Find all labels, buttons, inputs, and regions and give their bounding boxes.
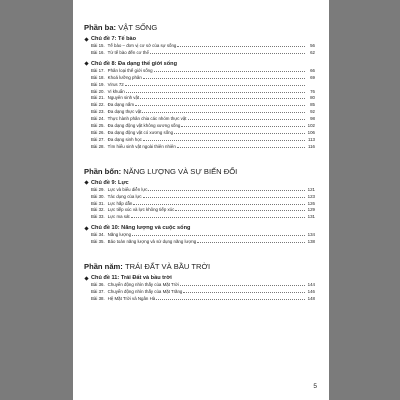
topic-heading [84, 275, 315, 281]
lesson-page: 102 [307, 123, 315, 129]
dot-leader [143, 197, 305, 198]
lesson-row [84, 232, 315, 239]
lesson-title: Vi khuẩn [107, 88, 125, 94]
lesson-row [84, 102, 315, 109]
lesson-title: Virus 72 [107, 81, 124, 87]
lesson-title: Chuyển động nhìn thấy của Mặt Trời [107, 282, 179, 288]
lesson-title: Đa dạng sinh học [107, 136, 142, 142]
dot-leader [181, 126, 305, 127]
lesson-page: 134 [307, 232, 315, 238]
lesson-number: Bài 17. [91, 67, 105, 73]
lesson-title: Phân loại thế giới sống [107, 67, 153, 73]
lesson-title: Nguyên sinh vật [107, 95, 140, 101]
dot-leader [188, 119, 305, 120]
part-title: VẬT SỐNG [118, 23, 158, 32]
dot-leader [135, 105, 305, 106]
dot-leader [143, 78, 305, 79]
lesson-row [84, 82, 315, 89]
dot-leader [177, 147, 305, 148]
topic-title: Chủ đề 10: Năng lượng và cuộc sống [91, 225, 191, 232]
lesson-number: Bài 38. [91, 295, 105, 301]
dot-leader [143, 140, 305, 141]
topic-title: Chủ đề 7: Tế bào [91, 36, 137, 42]
lesson-number: Bài 37. [91, 288, 105, 294]
lesson-title: Đa dạng động vật không xương sống [107, 123, 181, 129]
lesson-title: Lực ma sát [107, 214, 130, 220]
topic-heading [84, 61, 315, 67]
toc-list [84, 23, 315, 303]
dot-leader [140, 98, 305, 99]
dot-leader [156, 299, 305, 300]
lesson-number: Bài 15. [91, 43, 105, 48]
topic-title: Chủ đề 9: Lực [91, 179, 129, 186]
part-number: Phần bốn: [84, 166, 122, 176]
part-title: NĂNG LƯỢNG VÀ SỰ BIẾN ĐỔI [123, 166, 238, 176]
lesson-row [84, 116, 315, 123]
lesson-row [84, 296, 315, 303]
lesson-number: Bài 26. [91, 129, 105, 135]
lesson-title: Năng lượng [107, 232, 132, 238]
lesson-title: Chuyển động nhìn thấy của Mặt Trăng [107, 288, 183, 294]
topic-title: Chủ đề 11: Trái Đất và bầu trời [91, 275, 172, 282]
lesson-title: Đa dạng động vật có xương sống [107, 129, 174, 135]
lesson-number: Bài 19. [91, 81, 105, 87]
topic-title: Chủ đề 8: Đa dạng thế giới sống [91, 60, 178, 67]
diamond-bullet-icon [84, 181, 88, 185]
lesson-number: Bài 27. [91, 136, 105, 142]
dot-leader [125, 85, 305, 86]
lesson-page: 92 [310, 109, 315, 115]
lesson-row [84, 89, 315, 96]
lesson-number: Bài 28. [91, 143, 105, 149]
lesson-row [84, 43, 315, 50]
lesson-number: Bài 25. [91, 123, 105, 129]
lesson-title: Bảo toàn năng lượng và sử dụng năng lượng [107, 239, 197, 245]
lesson-number: Bài 32. [91, 207, 105, 213]
dot-leader [197, 242, 305, 243]
lesson-page: 116 [308, 143, 315, 149]
lesson-page: 121 [307, 186, 315, 192]
lesson-page: 98 [310, 116, 315, 122]
lesson-page: 69 [310, 74, 315, 80]
lesson-number: Bài 22. [91, 102, 105, 108]
part-heading [84, 167, 315, 176]
dot-leader [132, 235, 305, 236]
lesson-page: 76 [310, 88, 315, 94]
dot-leader [131, 217, 305, 218]
part-heading [84, 23, 315, 32]
lesson-page: 85 [310, 102, 315, 108]
lesson-title: Tác dụng của lực [107, 193, 142, 199]
dot-leader [175, 210, 305, 211]
toc-page [73, 0, 329, 400]
lesson-title: Lực hấp dẫn [107, 200, 133, 206]
lesson-row [84, 214, 315, 221]
lesson-row [84, 130, 315, 137]
lesson-page: 113 [308, 136, 315, 142]
dot-leader [148, 190, 305, 191]
lesson-number: Bài 20. [91, 88, 105, 94]
lesson-number: Bài 21. [91, 95, 105, 101]
lesson-number: Bài 35. [91, 239, 105, 245]
diamond-bullet-icon [84, 226, 88, 230]
topic-heading [84, 36, 315, 42]
lesson-title: Đa dạng thực vật [107, 109, 142, 115]
diamond-bullet-icon [84, 62, 88, 66]
lesson-page: 106 [307, 129, 315, 135]
lesson-title: Lực và biểu diễn lực [107, 186, 148, 192]
lesson-title: Từ tế bào đến cơ thể [107, 49, 149, 55]
lesson-number: Bài 30. [91, 193, 105, 199]
lesson-page: 56 [310, 43, 315, 48]
lesson-number: Bài 18. [91, 74, 105, 80]
lesson-number: Bài 31. [91, 200, 105, 206]
dot-leader [177, 46, 305, 47]
dot-leader [180, 285, 305, 286]
lesson-number: Bài 16. [91, 49, 105, 55]
lesson-row [84, 75, 315, 82]
dot-leader [142, 112, 305, 113]
lesson-page: 131 [307, 214, 315, 220]
lesson-page: 138 [307, 239, 315, 245]
lesson-page: 66 [310, 67, 315, 73]
dot-leader [150, 53, 305, 54]
lesson-page: 148 [307, 295, 315, 301]
lesson-title: Lực tiếp xúc và lực không tiếp xúc [107, 207, 175, 213]
lesson-title: Tìm hiểu sinh vật ngoài thiên nhiên [107, 143, 176, 149]
lesson-row [84, 123, 315, 130]
dot-leader [133, 204, 305, 205]
lesson-page: 129 [307, 207, 315, 213]
dot-leader [183, 292, 305, 293]
lesson-row [84, 282, 315, 289]
lesson-title: Tế bào – đơn vị cơ sở của sự sống [107, 43, 177, 48]
lesson-row [84, 289, 315, 296]
page-number: 5 [313, 383, 317, 390]
lesson-row [84, 95, 315, 102]
lesson-row [84, 207, 315, 214]
lesson-row [84, 201, 315, 208]
lesson-page: 62 [310, 49, 315, 55]
lesson-row [84, 109, 315, 116]
lesson-number: Bài 29. [91, 186, 105, 192]
topic-heading [84, 225, 315, 231]
lesson-row [84, 239, 315, 246]
diamond-bullet-icon [84, 276, 88, 280]
lesson-page: 123 [307, 193, 315, 199]
part-number: Phần năm: [84, 262, 123, 272]
diamond-bullet-icon [84, 37, 88, 41]
lesson-number: Bài 34. [91, 232, 105, 238]
lesson-number: Bài 23. [91, 109, 105, 115]
lesson-title: Hệ Mặt Trời và Ngân Hà [107, 295, 156, 301]
topic-heading [84, 180, 315, 186]
dot-leader [154, 71, 305, 72]
lesson-page: 126 [307, 200, 315, 206]
dot-leader [126, 92, 305, 93]
lesson-number: Bài 36. [91, 282, 105, 288]
lesson-row [84, 194, 315, 201]
lesson-row [84, 187, 315, 194]
lesson-title: Khoá lưỡng phân [107, 74, 142, 80]
part-number: Phần ba: [84, 23, 117, 32]
lesson-title: Đa dạng nấm [107, 102, 135, 108]
part-title: TRÁI ĐẤT VÀ BẦU TRỜI [124, 262, 211, 272]
dot-leader [174, 133, 305, 134]
lesson-row [84, 50, 315, 57]
lesson-row [84, 137, 315, 144]
lesson-number: Bài 33. [91, 214, 105, 220]
lesson-row [84, 144, 315, 151]
lesson-page: 146 [307, 288, 315, 294]
lesson-page: 80 [310, 95, 315, 101]
lesson-page: 144 [307, 282, 315, 288]
lesson-title: Thực hành phân chia các nhóm thực vật [107, 116, 187, 122]
part-heading [84, 262, 315, 271]
lesson-number: Bài 24. [91, 116, 105, 122]
lesson-row [84, 68, 315, 75]
